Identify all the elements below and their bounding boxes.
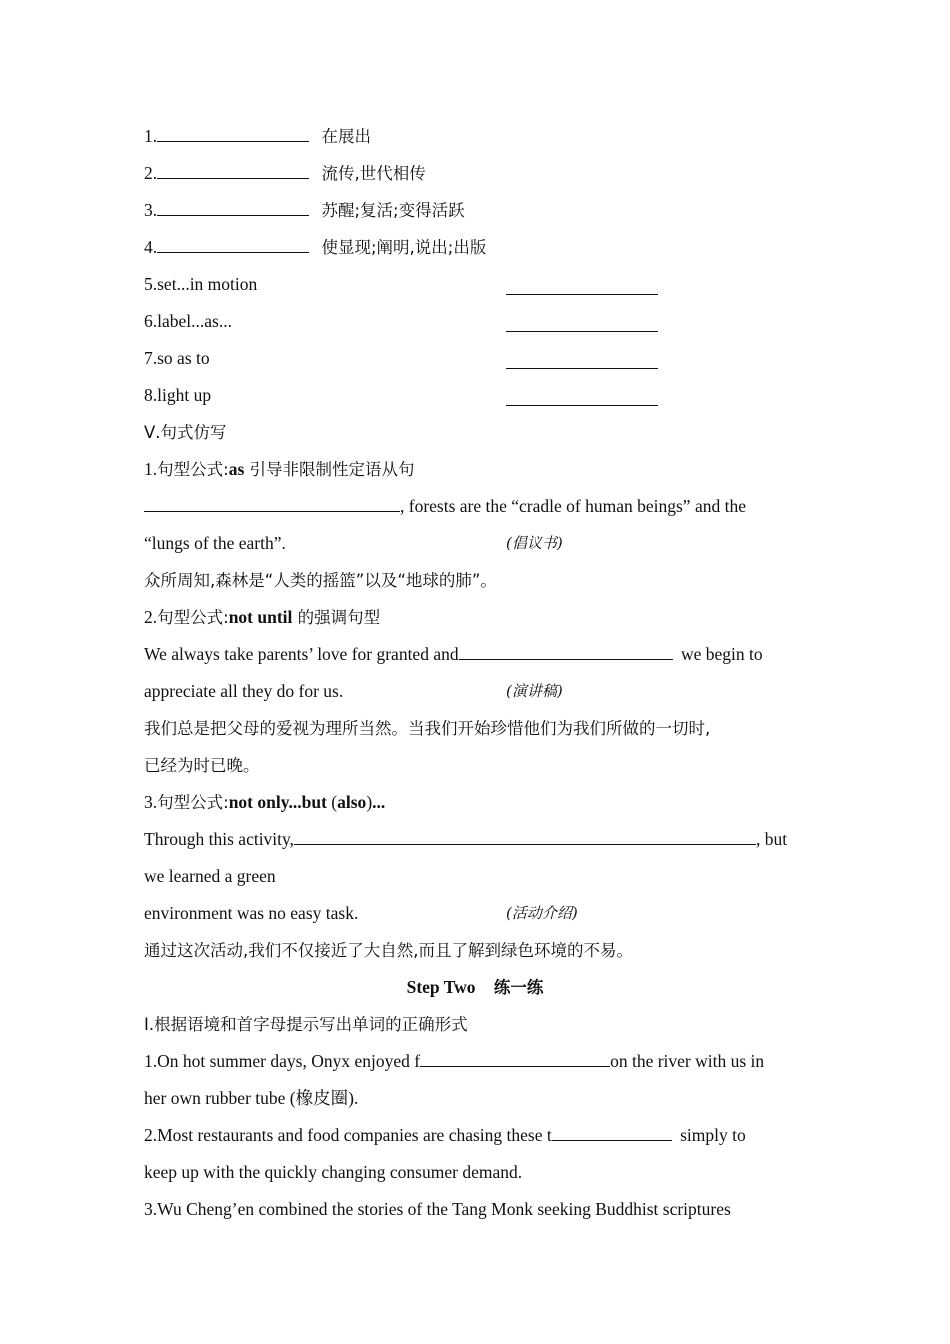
sentence-text: “lungs of the earth”. — [144, 533, 286, 553]
sentence-text: on the river with us in — [610, 1051, 765, 1071]
answer-blank[interactable] — [157, 195, 309, 216]
english-phrase: 7.so as to — [144, 348, 210, 368]
sentence-line: we learned a green — [144, 866, 276, 886]
exercise-line: keep up with the quickly changing consumer demand. — [144, 1162, 523, 1182]
item-number: 2. — [144, 607, 158, 627]
exercise-line: 3.Wu Cheng’en combined the stories of the Tang Monk seeking Buddhist scriptures — [144, 1199, 731, 1219]
document-page — [144, 118, 806, 1228]
item-number: 3. — [144, 792, 158, 812]
sentence-text: we begin to — [676, 644, 763, 664]
chinese-translation: 众所周知,森林是“人类的摇篮”以及“地球的肺”。 — [144, 571, 497, 590]
chinese-translation: 我们总是把父母的爱视为理所当然。当我们开始珍惜他们为我们所做的一切时, — [144, 719, 711, 738]
pattern-label: 句型公式: — [157, 460, 229, 479]
item-number: 2. — [144, 163, 158, 183]
sentence-text: We always take parents’ love for granted and — [144, 644, 459, 664]
english-phrase: 6.label...as... — [144, 311, 232, 331]
sentence-text: environment was no easy task. — [144, 903, 359, 923]
answer-blank[interactable] — [157, 158, 309, 179]
translation-item — [144, 303, 806, 340]
pattern-label: 句型公式: — [157, 793, 229, 812]
pattern-key: also — [337, 792, 367, 812]
phrase-item — [144, 229, 806, 266]
step-title: Step Two — [406, 977, 476, 997]
pattern-heading — [144, 784, 806, 821]
pattern-heading — [144, 451, 806, 488]
answer-blank[interactable] — [506, 385, 658, 406]
translation-item — [144, 340, 806, 377]
sentence-line — [144, 636, 806, 673]
chinese-translation: 已经为时已晚。 — [144, 756, 260, 775]
answer-blank[interactable] — [506, 274, 658, 295]
answer-blank[interactable] — [157, 121, 309, 142]
sentence-line — [144, 673, 806, 710]
english-phrase: 8.light up — [144, 385, 212, 405]
phrase-meaning: 使显现;阐明,说出;出版 — [321, 238, 487, 257]
translation-item — [144, 266, 806, 303]
answer-blank[interactable] — [459, 639, 673, 660]
answer-blank[interactable] — [144, 491, 400, 512]
source-note: (倡议书) — [506, 534, 563, 552]
item-number: 1. — [144, 459, 158, 479]
sentence-text: , but — [756, 829, 788, 849]
phrase-item — [144, 155, 806, 192]
exercise-line: her own rubber tube (橡皮圈). — [144, 1088, 359, 1108]
pattern-key: ... — [372, 792, 386, 812]
answer-blank[interactable] — [506, 311, 658, 332]
chinese-translation: 通过这次活动,我们不仅接近了大自然,而且了解到绿色环境的不易。 — [144, 941, 633, 960]
pattern-desc: 的强调句型 — [292, 608, 381, 627]
translation-item — [144, 377, 806, 414]
sentence-text: appreciate all they do for us. — [144, 681, 344, 701]
sentence-text: Through this activity, — [144, 829, 295, 849]
sentence-line — [144, 895, 806, 932]
item-number: 4. — [144, 237, 158, 257]
answer-blank[interactable] — [420, 1046, 610, 1067]
pattern-key: as — [228, 459, 245, 479]
item-number: 1. — [144, 126, 158, 146]
pattern-paren: ( — [326, 792, 338, 812]
pattern-label: 句型公式: — [157, 608, 229, 627]
answer-blank[interactable] — [157, 232, 309, 253]
sentence-text: simply to — [675, 1125, 746, 1145]
exercise-line — [144, 1117, 806, 1154]
step-subtitle: 练一练 — [493, 978, 544, 997]
pattern-paren: ) — [366, 792, 373, 812]
section-title: Ⅰ.根据语境和首字母提示写出单词的正确形式 — [144, 1015, 468, 1034]
sentence-line — [144, 488, 806, 525]
source-note: (演讲稿) — [506, 682, 563, 700]
sentence-line — [144, 525, 806, 562]
item-number: 3. — [144, 200, 158, 220]
section-title: Ⅴ.句式仿写 — [144, 423, 227, 442]
answer-blank[interactable] — [294, 824, 756, 845]
phrase-meaning: 流传,世代相传 — [321, 164, 426, 183]
answer-blank[interactable] — [552, 1120, 672, 1141]
sentence-text: 2.Most restaurants and food companies are chasing these t — [144, 1125, 552, 1145]
answer-blank[interactable] — [506, 348, 658, 369]
pattern-key: not until — [228, 607, 293, 627]
phrase-item — [144, 118, 806, 155]
phrase-item — [144, 192, 806, 229]
phrase-meaning: 苏醒;复活;变得活跃 — [321, 201, 465, 220]
sentence-line — [144, 821, 806, 858]
step-heading — [144, 969, 806, 1006]
pattern-key: not only...but — [228, 792, 327, 812]
pattern-desc: 引导非限制性定语从句 — [244, 460, 415, 479]
phrase-meaning: 在展出 — [321, 127, 371, 146]
pattern-heading — [144, 599, 806, 636]
english-phrase: 5.set...in motion — [144, 274, 258, 294]
exercise-line — [144, 1043, 806, 1080]
sentence-text: , forests are the “cradle of human beings” and the — [400, 496, 746, 516]
sentence-text: 1.On hot summer days, Onyx enjoyed f — [144, 1051, 421, 1071]
source-note: (活动介绍) — [506, 904, 578, 922]
